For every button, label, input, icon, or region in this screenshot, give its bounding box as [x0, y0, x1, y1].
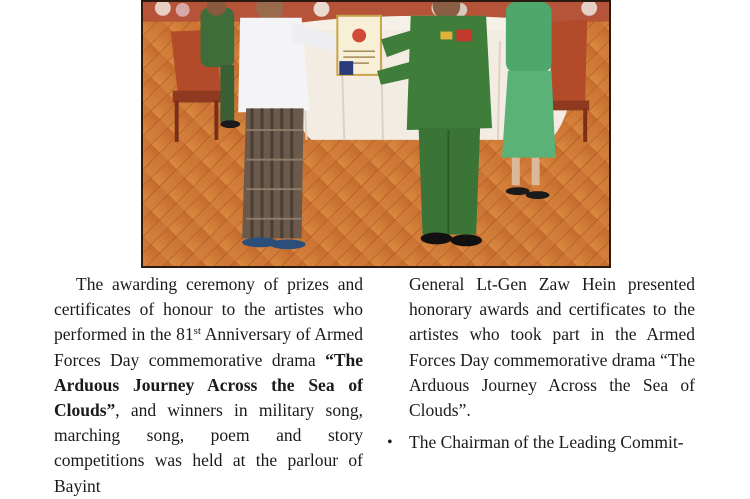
ordinal-suffix: st	[193, 325, 201, 338]
bullet-text: The Chairman of the Leading Commit-	[409, 432, 684, 453]
drama-title: “The Arduous Journey Across the Sea of Clouds”	[54, 349, 363, 421]
left-paragraph-text-c: , and winners in military song, marching song, poem and story competitions was held at the parlour of Bayint	[54, 400, 363, 496]
left-paragraph-text-b: Anniversary of Armed Forces Day commemorative drama	[54, 324, 363, 370]
ceremony-photo	[141, 0, 611, 268]
left-paragraph	[54, 272, 363, 499]
right-paragraph: General Lt-Gen Zaw Hein presented honorary awards and certificates to the artistes who took part in the Armed Forces Day commemorative drama “The Arduous Journey Across the Sea of Clouds”.	[409, 274, 695, 421]
ceremony-photo-illustration	[143, 2, 609, 266]
bullet-icon: •	[387, 434, 393, 452]
right-text-column	[387, 272, 695, 455]
bullet-item	[387, 430, 695, 455]
left-paragraph-text-a: The awarding ceremony of prizes and certificates of honour to the artistes who performed in the 81	[54, 274, 363, 345]
left-text-column	[54, 272, 363, 499]
